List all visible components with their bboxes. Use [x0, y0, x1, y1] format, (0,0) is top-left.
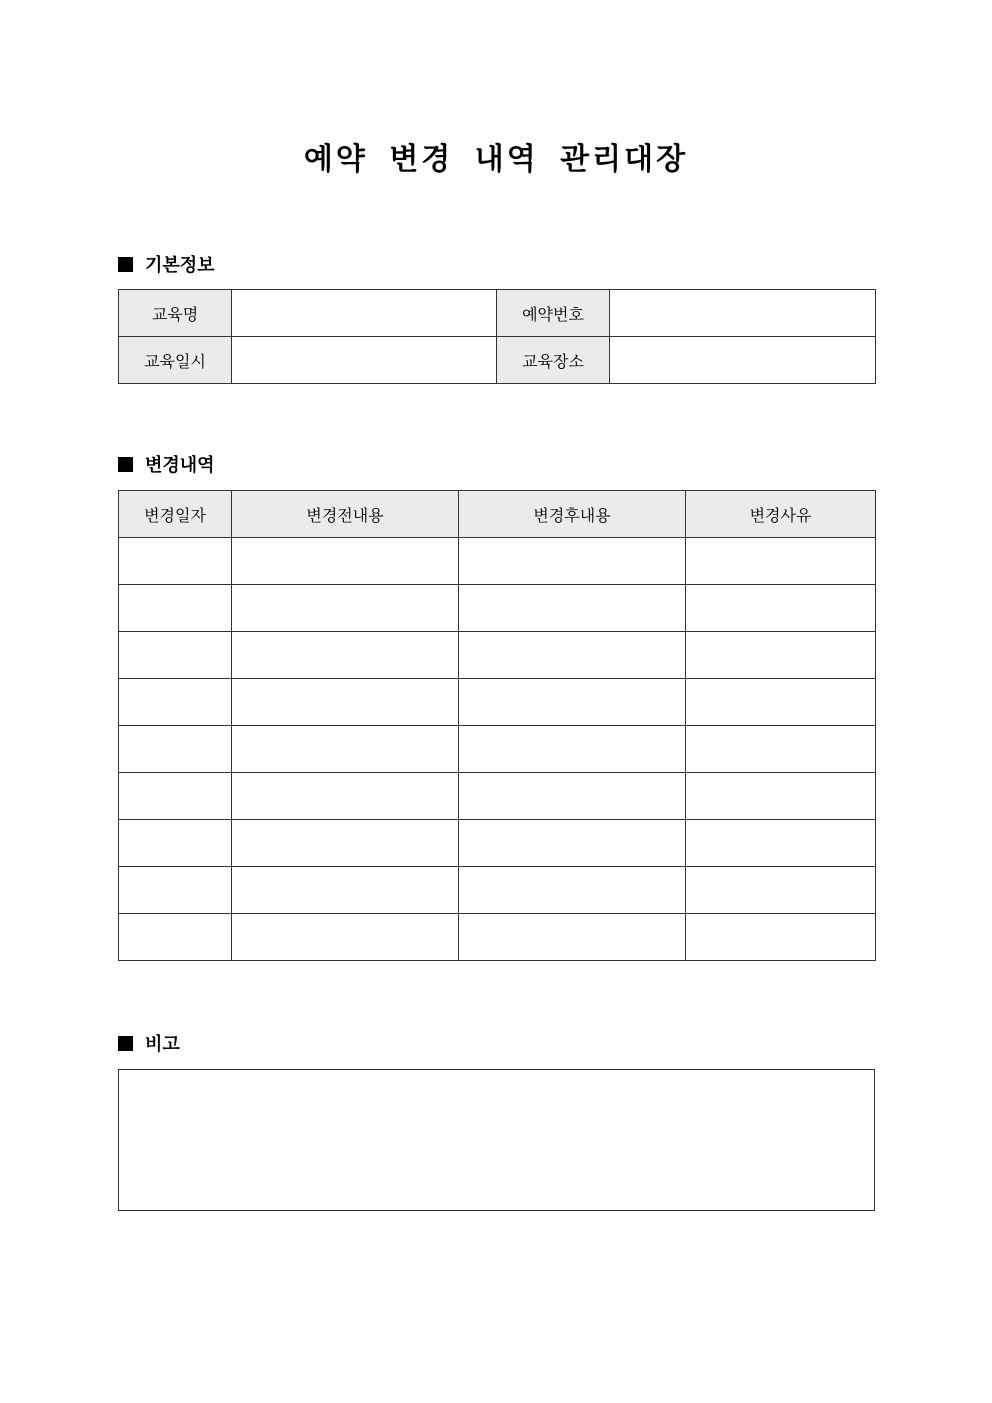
column-header-change-reason: 변경사유	[686, 491, 876, 538]
section-heading-changes	[118, 452, 215, 476]
section-heading-label: 변경내역	[145, 455, 215, 476]
before-content-cell[interactable]	[232, 726, 459, 773]
after-content-cell[interactable]	[459, 585, 686, 632]
education-datetime-label: 교육일시	[119, 337, 232, 384]
change-reason-cell[interactable]	[686, 914, 876, 961]
column-header-before-content: 변경전내용	[232, 491, 459, 538]
education-name-field[interactable]	[232, 290, 497, 337]
education-location-field[interactable]	[610, 337, 876, 384]
change-reason-cell[interactable]	[686, 773, 876, 820]
before-content-cell[interactable]	[232, 773, 459, 820]
before-content-cell[interactable]	[232, 585, 459, 632]
change-date-cell[interactable]	[119, 726, 232, 773]
change-date-cell[interactable]	[119, 679, 232, 726]
change-reason-cell[interactable]	[686, 538, 876, 585]
after-content-cell[interactable]	[459, 867, 686, 914]
before-content-cell[interactable]	[232, 867, 459, 914]
change-date-cell[interactable]	[119, 820, 232, 867]
table-row	[119, 337, 876, 384]
after-content-cell[interactable]	[459, 773, 686, 820]
table-row	[119, 585, 876, 632]
reservation-number-field[interactable]	[610, 290, 876, 337]
table-header-row	[119, 491, 876, 538]
before-content-cell[interactable]	[232, 914, 459, 961]
page-title: 예약 변경 내역 관리대장	[303, 142, 689, 177]
changes-table	[118, 490, 876, 961]
square-bullet-icon	[118, 457, 133, 472]
section-heading-label: 비고	[145, 1034, 180, 1055]
reservation-number-label: 예약번호	[497, 290, 610, 337]
after-content-cell[interactable]	[459, 538, 686, 585]
square-bullet-icon	[118, 1036, 133, 1051]
education-location-label: 교육장소	[497, 337, 610, 384]
after-content-cell[interactable]	[459, 679, 686, 726]
remarks-box[interactable]	[118, 1069, 875, 1211]
after-content-cell[interactable]	[459, 632, 686, 679]
table-row	[119, 290, 876, 337]
change-date-cell[interactable]	[119, 538, 232, 585]
square-bullet-icon	[118, 257, 133, 272]
change-date-cell[interactable]	[119, 914, 232, 961]
section-heading-basic-info	[118, 252, 215, 276]
before-content-cell[interactable]	[232, 679, 459, 726]
column-header-after-content: 변경후내용	[459, 491, 686, 538]
after-content-cell[interactable]	[459, 820, 686, 867]
section-heading-label: 기본정보	[145, 255, 215, 276]
after-content-cell[interactable]	[459, 726, 686, 773]
basic-info-table	[118, 289, 876, 384]
table-row	[119, 914, 876, 961]
before-content-cell[interactable]	[232, 632, 459, 679]
change-reason-cell[interactable]	[686, 585, 876, 632]
after-content-cell[interactable]	[459, 914, 686, 961]
change-reason-cell[interactable]	[686, 726, 876, 773]
section-heading-remarks	[118, 1031, 180, 1055]
table-row	[119, 632, 876, 679]
table-row	[119, 773, 876, 820]
column-header-change-date: 변경일자	[119, 491, 232, 538]
table-row	[119, 726, 876, 773]
education-datetime-field[interactable]	[232, 337, 497, 384]
table-row	[119, 867, 876, 914]
before-content-cell[interactable]	[232, 538, 459, 585]
change-date-cell[interactable]	[119, 773, 232, 820]
change-reason-cell[interactable]	[686, 820, 876, 867]
table-row	[119, 679, 876, 726]
change-date-cell[interactable]	[119, 585, 232, 632]
table-row	[119, 538, 876, 585]
change-reason-cell[interactable]	[686, 632, 876, 679]
change-date-cell[interactable]	[119, 632, 232, 679]
change-reason-cell[interactable]	[686, 679, 876, 726]
change-reason-cell[interactable]	[686, 867, 876, 914]
education-name-label: 교육명	[119, 290, 232, 337]
change-date-cell[interactable]	[119, 867, 232, 914]
before-content-cell[interactable]	[232, 820, 459, 867]
table-row	[119, 820, 876, 867]
